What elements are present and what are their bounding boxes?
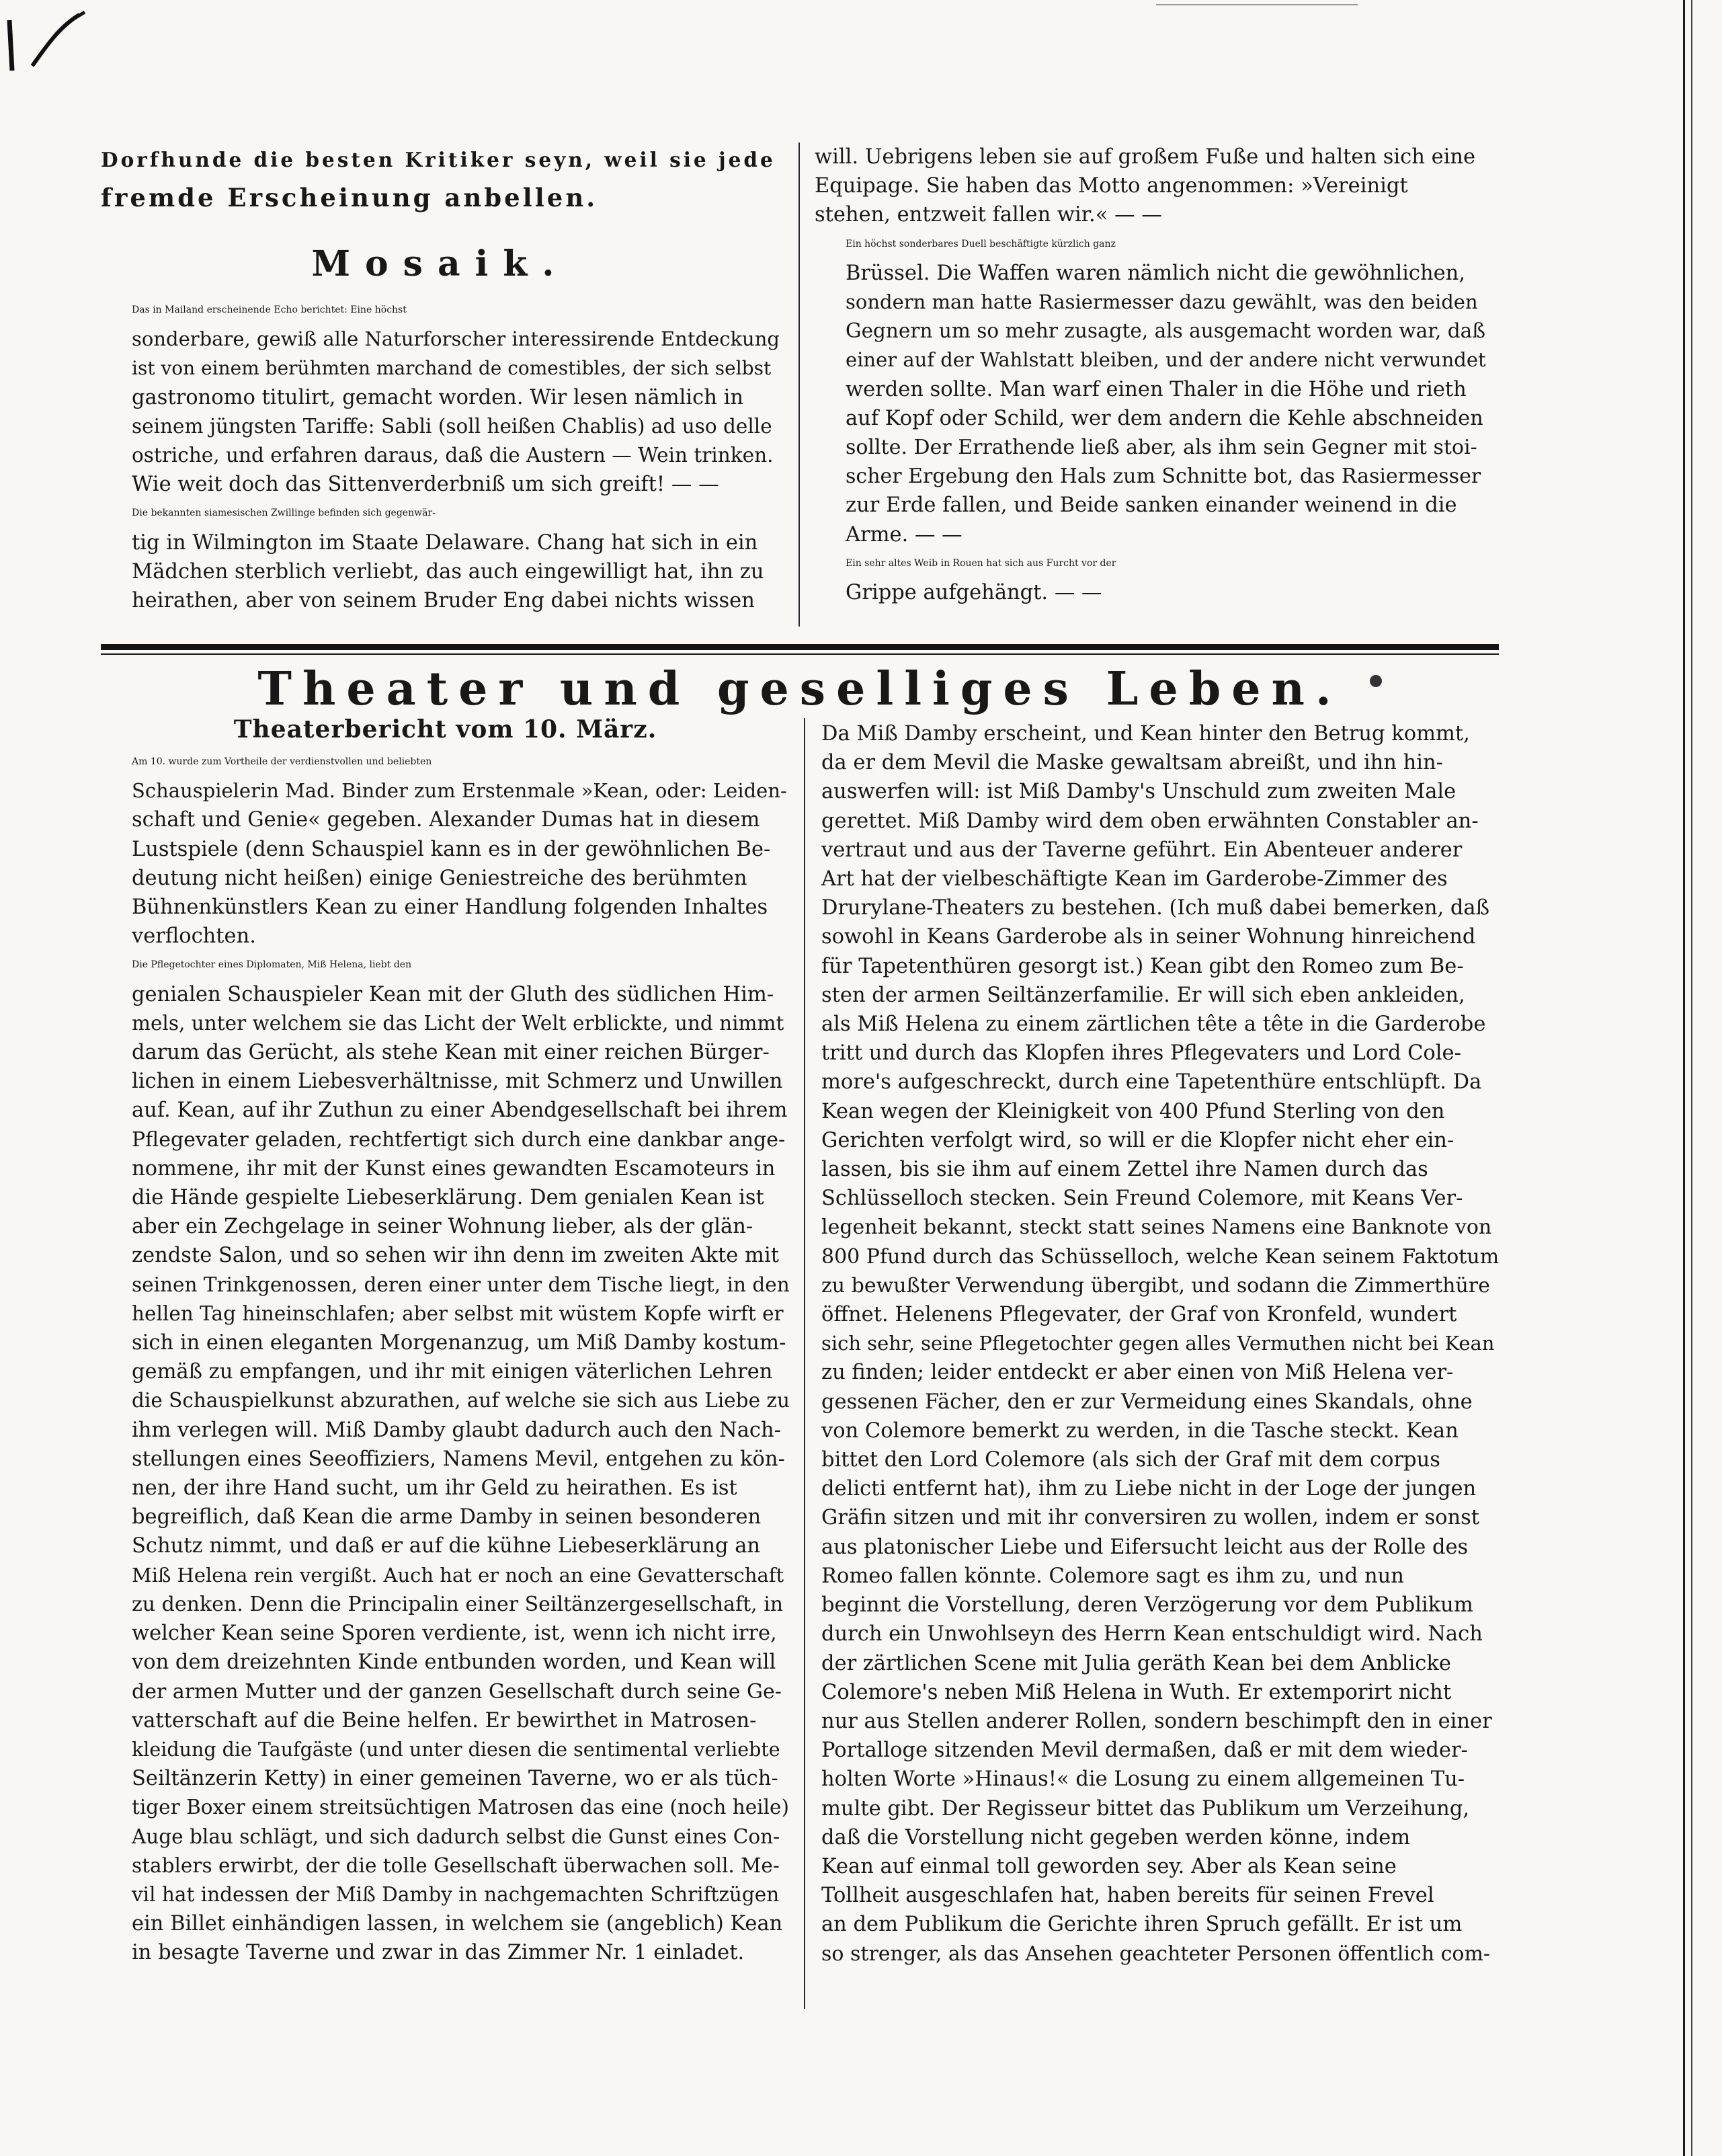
paragraph: Da Miß Damby erscheint, und Kean hinter den Betrug kommt, da er dem Mevil die Maske gewaltsam abreißt, und ihn hin- auswerfen will: ist Miß Damby's Unschuld zum zweiten Male gerettet. Miß Damby wird dem oben erwähnten Constabler an- vertraut und aus der Taverne geführt. Ein Abenteuer anderer Art hat der vielbeschäftigte Kean im Garderobe-Zimmer des Drurylane-Theaters zu bestehen. (Ich muß dabei bemerken, daß sowohl in Keans Garderobe als in seiner Wohnung hinreichend für Tapetenthüren gesorgt ist.) Kean gibt den Romeo zum Be- sten der armen Seiltänzerfamilie. Er will sich eben ankleiden, als Miß Helena zu einem zärtlichen tête a tête in die Garderobe tritt und durch das Klopfen ihres Pflegevaters und Lord Cole- more's aufgeschreckt, durch eine Tapetenthüre entschlüpft. Da Kean wegen der Kleinigkeit von 400 Pfund Sterling von den Gerichten verfolgt wird, so will er die Klopfer nicht eher ein- lassen, bis sie ihm auf einem Zettel ihre Namen durch das Schlüsselloch stecken. Sein Freund Colemore, mit Keans Ver- legenheit bekannt, steckt statt seines Namens eine Banknote von 800 Pfund durch das Schüsselloch, welche Kean seinem Faktotum zu bewußter Verwendung übergibt, und sodann die Zimmerthüre öffnet. Helenens Pflegevater, der Graf von Kronfeld, wundert sich sehr, seine Pflegetochter gegen alles Vermuthen nicht bei Kean zu finden; leider entdeckt er aber einen von Miß Helena ver- gessenen Fächer, den er zur Vermeidung eines Skandals, ohne von Colemore bemerkt zu werden, in die Tasche steckt. Kean bittet den Lord Colemore (als sich der Graf mit dem corpus delicti entfernt hat), ihm zu Liebe nicht in der Loge der jungen Gräfin sitzen und mit ihr conversiren zu wollen, indem er sonst aus platonischer Liebe und Eifersucht leicht aus der Rolle des Romeo fallen könnte. Colemore sagt es ihm zu, und nun beginnt die Vorstellung, deren Verzögerung vor dem Publikum durch ein Unwohlseyn des Herrn Kean entschuldigt wird. Nach der zärtlichen Scene mit Julia geräth Kean bei dem Anblicke Colemore's neben Miß Helena in Wuth. Er extemporirt nicht nur aus Stellen anderer Rollen, sondern beschimpft den in einer Portalloge sitzenden Mevil dermaßen, daß er mit dem wieder- holten Worte »Hinaus!« die Losung zu einem allgemeinen Tu- multe gibt. Der Regisseur bittet das Publikum um Verzeihung, daß die Vorstellung nicht gegeben werden könne, indem Kean auf einmal toll geworden sey. Aber als Kean seine Tollheit ausgeschlafen hat, haben bereits für seinen Frevel an dem Publikum die Gerichte ihren Spruch gefällt. Er ist um so strenger, als das Ansehen geachteter Personen öffentlich com- [821,722,1500,1966]
mosaik-column-right [815,143,1487,607]
report-heading: Theaterbericht vom 10. März. [233,715,657,744]
ink-dot [1370,675,1382,687]
paragraph: Ein sehr altes Weib in Rouen hat sich aus Furcht vor der Grippe aufgehängt. — — [846,557,1116,605]
paragraph: will. Uebrigens leben sie auf großem Fuße und halten sich eine Equipage. Sie haben das Motto angenommen: »Vereinigt stehen, entzweit fallen wir.« — — [815,145,1476,227]
mosaik-title: Mosaik. [311,243,569,284]
scan-edge-line-thin [1691,0,1692,2156]
theater-column-right [821,719,1500,1968]
scan-edge-line [1683,0,1685,2156]
paragraph: Ein höchst sonderbares Duell beschäftigte kürzlich ganz Brüssel. Die Waffen waren nämlich nicht die gewöhnlichen, sondern man hatte Rasiermesser dazu gewählt, was den beiden Gegnern um so mehr zusagte, als ausgemacht worden war, daß einer auf der Wahlstatt bleiben, und der andere nicht verwundet werden sollte. Man warf einen Thaler in die Höhe und rieth auf Kopf oder Schild, wer dem andern die Kehle abschneiden sollte. Der Errathende ließ aber, als ihm sein Gegner mit stoi- scher Ergebung den Hals zum Schnitte bot, das Rasiermesser zur Erde fallen, und Beide sanken einander weinend in die Arme. — — [846,238,1486,547]
section-separator-thin [101,653,1499,655]
paragraph: Die bekannten siamesischen Zwillinge befinden sich gegenwär- tig in Wilmington im Staate Delaware. Chang hat sich in ein Mädchen sterblich verliebt, das auch eingewilligt hat, ihn zu heirathen, aber von seinem Bruder Eng dabei nichts wissen [132,508,764,613]
continued-lead-text: Dorfhunde die besten Kritiker seyn, weil sie jede fremde Erscheinung anbellen. [101,148,776,212]
section-separator-thick [101,644,1499,650]
theater-column-left [101,714,790,1968]
mosaik-column-left [101,141,780,615]
paragraph: Die Pflegetochter eines Diplomaten, Miß Helena, liebt den genialen Schauspieler Kean mit der Gluth des südlichen Him- mels, unter welchem sie das Licht der Welt erblickte, und nimmt darum das Gerücht, als stehe Kean mit einer reichen Bürger- lichen in einem Liebesverhältnisse, mit Schmerz und Unwillen auf. Kean, auf ihr Zuthun zu einer Abendgesellschaft bei ihrem Pflegevater geladen, rechtfertigt sich durch eine dankbar ange- nommene, ihr mit der Kunst eines gewandten Escamoteurs in die Hände gespielte Liebeserklärung. Dem genialen Kean ist aber ein Zechgelage in seiner Wohnung lieber, als der glän- zendste Salon, und so sehen wir ihn denn im zweiten Akte mit seinen Trinkgenossen, deren einer unter dem Tische liegt, in den hellen Tag hineinschlafen; aber selbst mit wüstem Kopfe wirft er sich in einen eleganten Morgenanzug, um Miß Damby kostum- gemäß zu empfangen, und ihr mit einigen väterlichen Lehren die Schauspielkunst abzurathen, auf welche sie sich aus Liebe zu ihm verlegen will. Miß Damby glaubt dadurch auch den Nach- stellungen eines Seeoffiziers, Namens Mevil, entgehen zu kön- nen, der ihre Hand sucht, um ihr Geld zu heirathen. Es ist begreiflich, daß Kean die arme Damby in seinen besonderen Schutz nimmt, und daß er auf die kühne Liebeserklärung an Miß Helena rein vergißt. Auch hat er noch an eine Gevatterschaft zu denken. Denn die Principalin einer Seiltänzergesellschaft, in welcher Kean seine Sporen verdiente, ist, wenn ich nicht irre, von dem dreizehnten Kinde entbunden worden, und Kean will der armen Mutter und der ganzen Gesellschaft durch seine Ge- vatterschaft auf die Beine helfen. Er bewirthet in Matrosen- kleidung die Taufgäste (und unter diesen die sentimental verliebte Seiltänzerin Ketty) in einer gemeinen Taverne, wo er als tüch- tiger Boxer einem streitsüchtigen Matrosen das eine (noch heile) Auge blau schlägt, und sich dadurch selbst die Gunst eines Con- stablers erwirbt, der die tolle Gesellschaft überwachen soll. Me- vil hat indessen der Miß Damby in nachgemachten Schriftzügen ein Billet einhändigen lassen, in welchem sie (angeblich) Kean in besagte Taverne und zwar in das Zimmer Nr. 1 einladet. [132,959,790,1965]
theater-section-title: Theater und geselliges Leben. [257,662,1342,716]
column-divider-top [798,143,800,627]
paragraph: Am 10. wurde zum Vortheile der verdienstvollen und beliebten Schauspielerin Mad. Binder zum Erstenmale »Kean, oder: Leiden- schaft und Genie« gegeben. Alexander Dumas hat in diesem Lustspiele (denn Schauspiel kann es in der gewöhnlichen Be- deutung nicht heißen) einige Geniestreiche des berühmten Bühnenkünstlers Kean zu einer Handlung folgenden Inhaltes verflochten. [132,756,787,949]
paragraph: Das in Mailand erscheinende Echo berichtet: Eine höchst sonderbare, gewiß alle Naturforscher interessirende Entdeckung ist von einem berühmten marchand de comestibles, der sich selbst gastronomo titulirt, gemacht worden. Wir lesen nämlich in seinem jüngsten Tariffe: Sabli (soll heißen Chablis) ad uso delle ostriche, und erfahren daraus, daß die Austern — Wein trinken. Wie weit doch das Sittenverderbniß um sich greift! — — [132,305,780,497]
scan-scratch [1156,4,1358,5]
column-divider-bottom [804,718,805,2009]
corner-pen-mark [5,7,106,74]
